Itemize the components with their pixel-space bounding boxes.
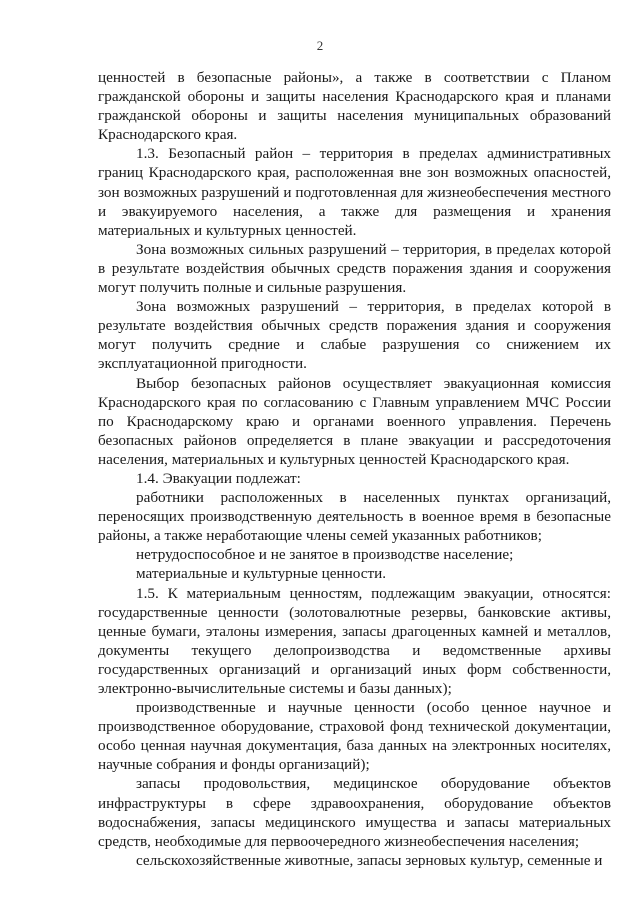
page-number: 2 (316, 38, 324, 53)
paragraph: запасы продовольствия, медицинское оборудование объектов инфраструктуры в сфере здравоохранения, оборудование объектов водоснабжения, запасы медицинского имущества и запасы материальных средств, необходимые для первоочередного жизнеобеспечения населения; (98, 775, 611, 850)
paragraph: ценностей в безопасные районы», а также в соответствии с Планом гражданской обороны и защиты населения Краснодарского края и планами гражданской обороны и защиты населения муниципальных образований Краснодарского края. (98, 69, 611, 144)
paragraph: Зона возможных сильных разрушений – территория, в пределах которой в результате воздействия обычных средств поражения здания и сооружения могут получить полные и сильные разрушения. (98, 240, 611, 297)
paragraph: 1.3. Безопасный район – территория в пределах административных границ Краснодарского края, расположенная вне зон возможных опасностей, зон возможных разрушений и подготовленная для жизнеобеспечения местного и эвакуируемого населения, а также для размещения и хранения материальных и культурных ценностей. (98, 145, 611, 239)
paragraph: 1.4. Эвакуации подлежат: (136, 469, 301, 487)
paragraph: материальные и культурные ценности. (136, 565, 387, 583)
paragraph: 1.5. К материальным ценностям, подлежащим эвакуации, относятся: государственные ценности (золотовалютные резервы, банковские активы, ценные бумаги, эталоны измерения, запасы драгоценных камней и металлов, документы текущего делопроизводства и ведомственные архивы государственных организаций и организаций иных форм собственности, электронно-вычислительные системы и базы данных); (98, 584, 611, 697)
paragraph: Зона возможных разрушений – территория, в пределах которой в результате воздействия обычных средств поражения здания и сооружения могут получить средние и слабые разрушения со снижением их эксплуатационной пригодности. (98, 298, 611, 373)
paragraph: сельскохозяйственные животные, запасы зерновых культур, семенные и (136, 851, 603, 869)
paragraph: нетрудоспособное и не занятое в производстве население; (136, 546, 514, 564)
paragraph: Выбор безопасных районов осуществляет эвакуационная комиссия Краснодарского края по согласованию с Главным управлением МЧС России по Краснодарскому краю и органами военного управления. Перечень безопасных районов определяется в плане эвакуации и рассредоточения населения, материальных и культурных ценностей Краснодарского края. (98, 374, 611, 468)
document-body (98, 68, 611, 870)
paragraph: работники расположенных в населенных пунктах организаций, переносящих производственную деятельность в военное время в безопасные районы, а также неработающие члены семей указанных работников; (98, 489, 611, 545)
paragraph: производственные и научные ценности (особо ценное научное и производственное оборудование, страховой фонд технической документации, особо ценная научная документация, база данных на электронных носителях, научные собрания и фонды организаций); (98, 699, 611, 774)
